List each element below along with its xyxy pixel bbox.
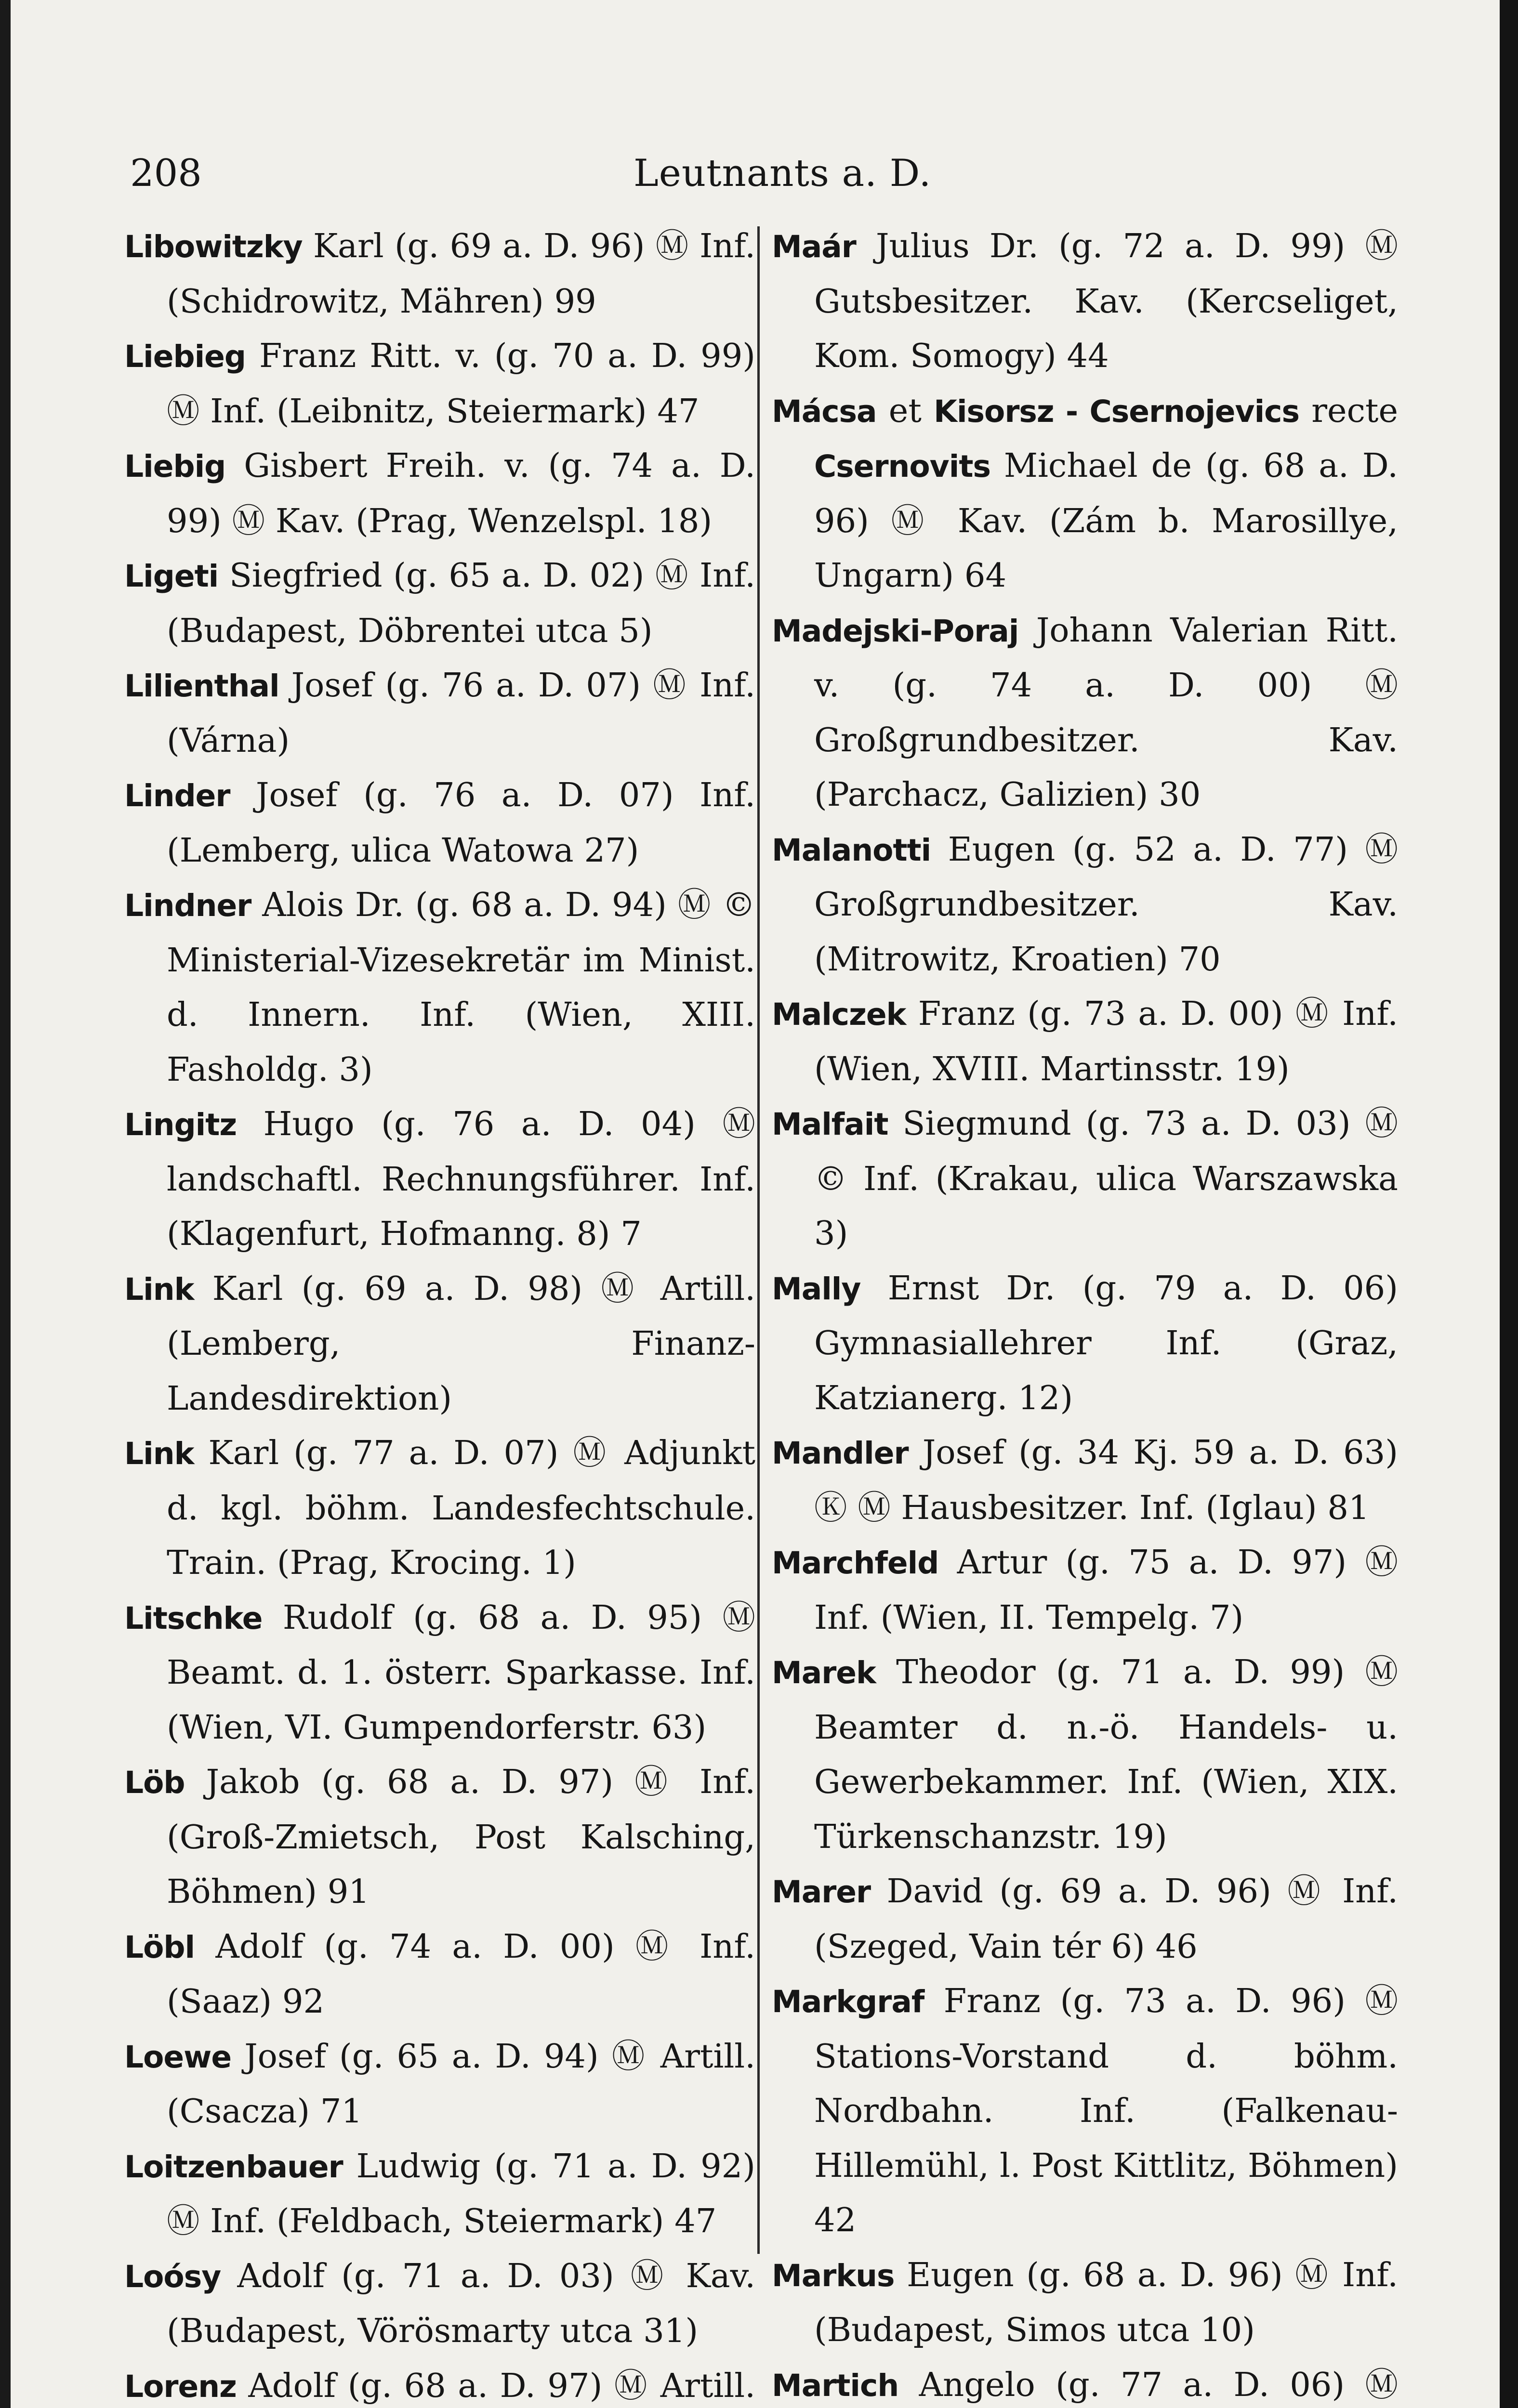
entry-surname: Litschke (124, 1600, 263, 1636)
entry-details: Jakob (g. 68 a. D. 97) Ⓜ Inf. (Groß-Zmietsch, Post Kalsching, Böhmen) 91 (167, 1763, 755, 1911)
entry-surname: Loósy (124, 2259, 221, 2294)
entry-details: Franz Ritt. v. (g. 70 a. D. 99) Ⓜ Inf. (Leibnitz, Steiermark) 47 (167, 337, 755, 431)
directory-entry (124, 2139, 755, 2249)
column-divider (757, 226, 760, 2254)
directory-entry (772, 1097, 1398, 1261)
entry-surname: Löbl (124, 1929, 195, 1965)
entry-details: Eugen (g. 52 a. D. 77) Ⓜ Großgrundbesitzer. Kav. (Mitrowitz, Kroatien) 70 (814, 830, 1398, 979)
entry-details: Adolf (g. 74 a. D. 00) Ⓜ Inf. (Saaz) 92 (167, 1927, 755, 2021)
entry-details: et (876, 391, 934, 430)
directory-entry (124, 1262, 755, 1426)
entry-details: Josef (g. 76 a. D. 07) Ⓜ Inf. (Várna) (167, 666, 755, 760)
entry-details: Hugo (g. 76 a. D. 04) Ⓜ landschaftl. Rechnungsführer. Inf. (Klagenfurt, Hofmanng. 8) 7 (167, 1105, 755, 1253)
directory-entry (124, 1591, 755, 1755)
entry-surname: Lorenz (124, 2369, 237, 2404)
directory-entry (124, 1920, 755, 2029)
entry-details: Adolf (g. 71 a. D. 03) Ⓜ Kav. (Budapest, Vörösmarty utca 31) (167, 2256, 755, 2350)
entry-details: Siegfried (g. 65 a. D. 02) Ⓜ Inf. (Budapest, Döbrentei utca 5) (167, 556, 755, 650)
entry-surname: Loitzenbauer (124, 2149, 343, 2185)
directory-entry (124, 549, 755, 658)
page-header (0, 147, 1518, 200)
directory-entry (772, 2358, 1398, 2408)
entry-surname: Mally (772, 1271, 861, 1307)
entry-details: Eugen (g. 68 a. D. 96) Ⓜ Inf. (Budapest, Simos utca 10) (814, 2255, 1398, 2349)
entry-details: recte (1299, 391, 1398, 430)
directory-entry (124, 878, 755, 1097)
running-title: Leutnants a. D. (634, 152, 932, 195)
entry-surname: Kisorsz - Csernojevics (934, 393, 1300, 429)
entry-surname: Markgraf (772, 1984, 924, 2019)
directory-entry (124, 2029, 755, 2139)
entry-details: Karl (g. 69 a. D. 98) Ⓜ Artill. (Lemberg, Finanz-Landesdirektion) (167, 1269, 755, 1418)
directory-entry (772, 1261, 1398, 1426)
entry-details: Michael de (g. 68 a. D. 96) Ⓜ Kav. (Zám b. Marosillye, Ungarn) 64 (814, 446, 1398, 595)
entry-surname: Madejski-Poraj (772, 613, 1019, 649)
entry-surname: Malfait (772, 1107, 888, 1142)
directory-entry (124, 439, 755, 549)
entry-details: Ludwig (g. 71 a. D. 92) Ⓜ Inf. (Feldbach, Steiermark) 47 (167, 2146, 755, 2240)
left-column (124, 219, 755, 2408)
directory-entry (124, 2359, 755, 2408)
entry-surname: Markus (772, 2258, 895, 2293)
directory-entry (772, 1974, 1398, 2248)
entry-surname: Linder (124, 778, 230, 813)
entry-surname: Maár (772, 229, 856, 264)
entry-surname: Csernovits (814, 449, 990, 484)
entry-surname: Marek (772, 1655, 876, 1690)
directory-entry (124, 1097, 755, 1262)
entry-surname: Löb (124, 1765, 185, 1800)
directory-entry (124, 2249, 755, 2359)
entry-surname: Ligeti (124, 559, 219, 594)
entry-details: Artur (g. 75 a. D. 97) Ⓜ Inf. (Wien, II. Tempelg. 7) (814, 1543, 1398, 1637)
entry-surname: Lingitz (124, 1107, 237, 1142)
directory-entry (772, 987, 1398, 1097)
directory-entry (124, 329, 755, 439)
entry-details: Angelo (g. 77 a. D. 06) Ⓜ (919, 2365, 1398, 2404)
directory-entry (772, 1645, 1398, 1864)
entry-details: Gisbert Freih. v. (g. 74 a. D. 99) Ⓜ Kav. (Prag, Wenzelspl. 18) (167, 446, 755, 540)
entry-surname: Libowitzky (124, 229, 303, 264)
entry-surname: Mandler (772, 1436, 909, 1471)
entry-surname: Mácsa (772, 393, 877, 429)
entry-surname: Lilienthal (124, 668, 279, 704)
directory-entry (772, 384, 1398, 603)
entry-surname: Marchfeld (772, 1545, 939, 1581)
page-number: 208 (130, 152, 202, 195)
entry-surname: Malanotti (772, 832, 931, 868)
entry-details: Theodor (g. 71 a. D. 99) Ⓜ Beamter d. n.-ö. Handels- u. Gewerbekammer. Inf. (Wien, XIX. Türkenschanzstr. 19) (814, 1653, 1398, 1856)
directory-entry (124, 219, 755, 329)
entry-surname: Loewe (124, 2039, 232, 2075)
scan-edge-left (0, 0, 11, 2408)
directory-entry (124, 658, 755, 768)
entry-details: David (g. 69 a. D. 96) Ⓜ Inf. (Szeged, Vain tér 6) 46 (814, 1872, 1398, 1966)
entry-surname: Malczek (772, 997, 906, 1032)
entry-details: Alois Dr. (g. 68 a. D. 94) Ⓜ © Ministerial-Vizesekretär im Minist. d. Innern. Inf. (Wien, XIII. Fasholdg. 3) (167, 886, 755, 1089)
entry-details: Karl (g. 77 a. D. 07) Ⓜ Adjunkt d. kgl. böhm. Landesfechtschule. Train. (Prag, Krocing. 1) (167, 1434, 755, 1582)
entry-details: Rudolf (g. 68 a. D. 95) Ⓜ Beamt. d. 1. österr. Sparkasse. Inf. (Wien, VI. Gumpendorferstr. 63) (167, 1598, 755, 1747)
entry-surname: Liebieg (124, 339, 246, 374)
entry-details: Franz (g. 73 a. D. 00) Ⓜ Inf. (Wien, XVIII. Martinsstr. 19) (814, 995, 1398, 1088)
entry-details: Josef (g. 65 a. D. 94) Ⓜ Artill. (Csacza) 71 (167, 2037, 755, 2131)
entry-surname: Liebig (124, 449, 226, 484)
entry-details: Adolf (g. 68 a. D. 97) Ⓜ Artill. (248, 2366, 755, 2405)
entry-surname: Link (124, 1271, 194, 1307)
entry-details: Josef (g. 34 Kj. 59 a. D. 63) Ⓚ Ⓜ Hausbesitzer. Inf. (Iglau) 81 (814, 1433, 1398, 1527)
directory-entry (772, 603, 1398, 823)
directory-entry (772, 219, 1398, 384)
directory-entry (124, 1755, 755, 1920)
entry-surname: Lindner (124, 888, 251, 923)
directory-entry (772, 2248, 1398, 2358)
directory-entry (124, 768, 755, 878)
directory-entry (124, 1426, 755, 1591)
directory-entry (772, 1864, 1398, 1974)
entry-surname: Martich (772, 2368, 899, 2403)
entry-details: Julius Dr. (g. 72 a. D. 99) Ⓜ Gutsbesitzer. Kav. (Kercseliget, Kom. Somogy) 44 (814, 227, 1398, 375)
entry-details: Karl (g. 69 a. D. 96) Ⓜ Inf. (Schidrowitz, Mähren) 99 (167, 227, 755, 321)
directory-entry (772, 1426, 1398, 1535)
entry-details: Siegmund (g. 73 a. D. 03) Ⓜ © Inf. (Krakau, ulica Warszawska 3) (814, 1104, 1398, 1253)
directory-entry (772, 1535, 1398, 1645)
entry-details: Ernst Dr. (g. 79 a. D. 06) Gymnasiallehrer Inf. (Graz, Katzianerg. 12) (814, 1269, 1398, 1417)
entry-details: Josef (g. 76 a. D. 07) Inf. (Lemberg, ulica Watowa 27) (167, 776, 755, 870)
scan-edge-right (1500, 0, 1518, 2408)
entry-details: Franz (g. 73 a. D. 96) Ⓜ Stations-Vorstand d. böhm. Nordbahn. Inf. (Falkenau-Hillemühl, l. Post Kittlitz, Böhmen) 42 (814, 1982, 1398, 2239)
directory-entry (772, 823, 1398, 987)
entry-surname: Link (124, 1436, 194, 1471)
right-column (772, 219, 1398, 2408)
entry-surname: Marer (772, 1874, 871, 1910)
entry-details: Johann Valerian Ritt. v. (g. 74 a. D. 00) Ⓜ Großgrundbesitzer. Kav. (Parchacz, Galizien) 30 (814, 611, 1398, 814)
